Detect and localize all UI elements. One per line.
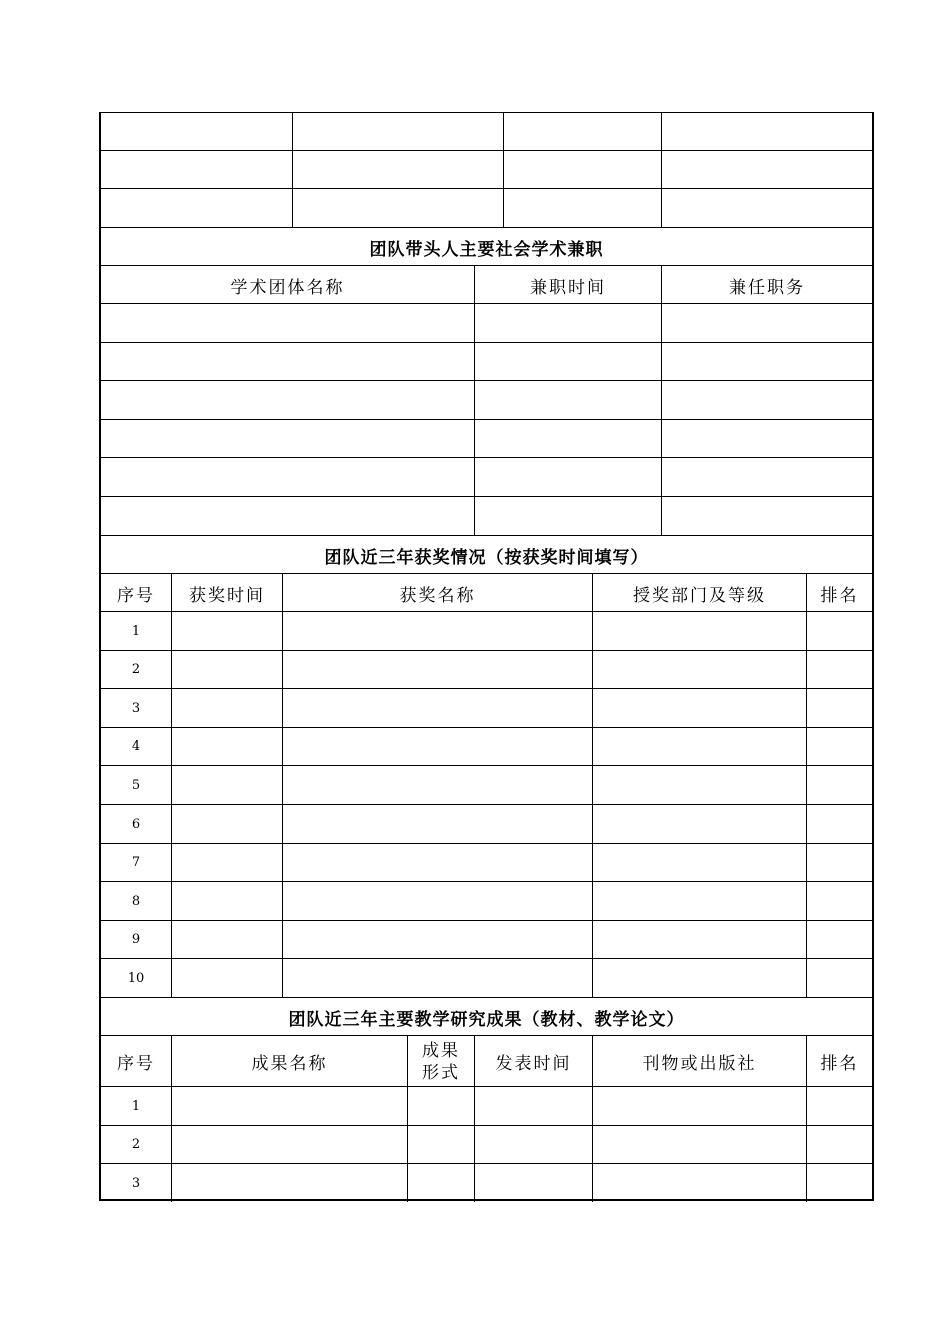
row-number: 1	[131, 623, 141, 639]
form-table	[99, 112, 874, 1201]
blank-cell[interactable]	[474, 343, 661, 381]
blank-cell[interactable]	[101, 381, 474, 419]
blank-cell[interactable]	[592, 959, 806, 997]
blank-cell[interactable]	[282, 766, 592, 804]
blank-cell[interactable]	[474, 1126, 592, 1164]
table-row	[101, 958, 872, 997]
blank-cell[interactable]	[101, 497, 474, 535]
section-title-row	[101, 997, 872, 1036]
blank-cell[interactable]	[503, 151, 661, 189]
blank-cell[interactable]	[592, 921, 806, 959]
blank-cell[interactable]	[806, 921, 872, 959]
blank-cell[interactable]	[592, 1126, 806, 1164]
table-row	[101, 496, 872, 535]
header-award-time: 获奖时间	[171, 574, 282, 612]
table-row	[101, 342, 872, 381]
research-section-title: 团队近三年主要教学研究成果（教材、教学论文）	[288, 1009, 685, 1030]
blank-cell[interactable]	[806, 959, 872, 997]
table-row	[101, 188, 872, 227]
header-result-name: 成果名称	[171, 1036, 407, 1087]
header-publisher: 刊物或出版社	[592, 1036, 806, 1087]
blank-cell[interactable]	[474, 304, 661, 342]
blank-cell[interactable]	[806, 844, 872, 882]
blank-cell[interactable]	[171, 805, 282, 843]
table-row	[101, 1163, 872, 1202]
row-number: 3	[131, 1175, 141, 1191]
table-row	[101, 881, 872, 920]
blank-cell[interactable]	[282, 612, 592, 650]
row-number: 7	[131, 855, 141, 871]
row-number: 5	[131, 777, 141, 793]
blank-cell[interactable]	[503, 113, 661, 151]
blank-cell[interactable]	[806, 1164, 872, 1202]
blank-cell[interactable]	[171, 689, 282, 727]
table-row	[101, 611, 872, 650]
header-row	[101, 1035, 872, 1087]
blank-cell[interactable]	[101, 304, 474, 342]
blank-cell[interactable]	[661, 304, 872, 342]
blank-cell[interactable]	[503, 189, 661, 227]
blank-cell[interactable]	[282, 882, 592, 920]
blank-cell[interactable]	[592, 805, 806, 843]
row-number: 2	[131, 662, 141, 678]
row-number: 1	[131, 1098, 141, 1114]
blank-cell[interactable]	[474, 458, 661, 496]
blank-cell[interactable]	[474, 1164, 592, 1202]
blank-cell[interactable]	[101, 343, 474, 381]
header-row	[101, 265, 872, 304]
table-row	[101, 650, 872, 689]
header-award-dept: 授奖部门及等级	[592, 574, 806, 612]
table-row	[101, 1086, 872, 1125]
row-number: 8	[131, 893, 141, 909]
blank-cell[interactable]	[592, 612, 806, 650]
blank-cell[interactable]	[806, 1126, 872, 1164]
row-number: 10	[127, 970, 145, 986]
header-row	[101, 573, 872, 612]
blank-cell[interactable]	[474, 420, 661, 458]
table-row	[101, 727, 872, 766]
blank-cell[interactable]	[171, 844, 282, 882]
header-time: 兼职时间	[474, 266, 661, 304]
blank-cell[interactable]	[282, 959, 592, 997]
header-publish-time: 发表时间	[474, 1036, 592, 1087]
section-title-row	[101, 227, 872, 266]
blank-cell[interactable]	[282, 651, 592, 689]
table-row	[101, 804, 872, 843]
blank-cell[interactable]	[292, 151, 503, 189]
blank-cell[interactable]	[592, 728, 806, 766]
header-seq: 序号	[117, 1054, 155, 1074]
table-row	[101, 303, 872, 342]
blank-cell[interactable]	[407, 1164, 474, 1202]
blank-cell[interactable]	[592, 882, 806, 920]
table-row	[101, 419, 872, 458]
header-rank: 排名	[806, 574, 872, 612]
blank-cell[interactable]	[661, 189, 872, 227]
blank-cell[interactable]	[806, 612, 872, 650]
blank-cell[interactable]	[282, 844, 592, 882]
blank-cell[interactable]	[171, 766, 282, 804]
blank-cell[interactable]	[592, 766, 806, 804]
blank-cell[interactable]	[592, 1087, 806, 1125]
blank-cell[interactable]	[592, 844, 806, 882]
table-row	[101, 688, 872, 727]
blank-cell[interactable]	[282, 805, 592, 843]
blank-cell[interactable]	[474, 497, 661, 535]
awards-section-title: 团队近三年获奖情况（按获奖时间填写）	[324, 547, 649, 568]
table-row	[101, 380, 872, 419]
blank-cell[interactable]	[101, 113, 292, 151]
table-row	[101, 843, 872, 882]
blank-cell[interactable]	[171, 1126, 407, 1164]
section-title-row	[101, 535, 872, 574]
blank-cell[interactable]	[171, 1087, 407, 1125]
blank-cell[interactable]	[171, 1164, 407, 1202]
blank-cell[interactable]	[806, 728, 872, 766]
blank-cell[interactable]	[292, 189, 503, 227]
table-row	[101, 457, 872, 496]
blank-cell[interactable]	[661, 343, 872, 381]
row-number: 2	[131, 1137, 141, 1152]
row-number: 9	[131, 932, 141, 948]
table-row	[101, 920, 872, 959]
blank-cell[interactable]	[292, 113, 503, 151]
blank-cell[interactable]	[407, 1126, 474, 1164]
blank-cell[interactable]	[592, 651, 806, 689]
blank-cell[interactable]	[407, 1087, 474, 1125]
header-result-form-line2: 形式	[422, 1062, 460, 1083]
blank-cell[interactable]	[474, 381, 661, 419]
header-seq: 序号	[117, 585, 155, 606]
blank-cell[interactable]	[661, 420, 872, 458]
table-row	[101, 150, 872, 189]
header-position: 兼任职务	[661, 266, 872, 304]
blank-cell[interactable]	[592, 1164, 806, 1202]
header-org-name: 学术团体名称	[230, 277, 345, 298]
blank-cell[interactable]	[171, 882, 282, 920]
social-section-title: 团队带头人主要社会学术兼职	[369, 239, 604, 260]
blank-cell[interactable]	[806, 882, 872, 920]
blank-cell[interactable]	[806, 689, 872, 727]
blank-cell[interactable]	[101, 458, 474, 496]
blank-cell[interactable]	[806, 1087, 872, 1125]
blank-cell[interactable]	[171, 728, 282, 766]
blank-cell[interactable]	[101, 151, 292, 189]
blank-cell[interactable]	[171, 921, 282, 959]
row-number: 3	[131, 700, 141, 716]
blank-cell[interactable]	[661, 381, 872, 419]
table-row	[101, 112, 872, 151]
header-award-name: 获奖名称	[282, 574, 592, 612]
row-number: 4	[131, 739, 141, 755]
blank-cell[interactable]	[661, 497, 872, 535]
blank-cell[interactable]	[282, 689, 592, 727]
header-rank: 排名	[806, 1036, 872, 1087]
row-number: 6	[131, 816, 141, 832]
blank-cell[interactable]	[806, 766, 872, 804]
blank-cell[interactable]	[661, 458, 872, 496]
blank-cell[interactable]	[282, 921, 592, 959]
blank-cell[interactable]	[282, 728, 592, 766]
header-result-form	[407, 1036, 474, 1087]
blank-cell[interactable]	[806, 805, 872, 843]
table-row	[101, 1125, 872, 1164]
blank-cell[interactable]	[592, 689, 806, 727]
blank-cell[interactable]	[806, 651, 872, 689]
blank-cell[interactable]	[661, 151, 872, 189]
blank-cell[interactable]	[171, 651, 282, 689]
header-result-form-line1: 成果	[422, 1040, 460, 1061]
blank-cell[interactable]	[474, 1087, 592, 1125]
blank-cell[interactable]	[101, 420, 474, 458]
blank-cell[interactable]	[101, 189, 292, 227]
blank-cell[interactable]	[661, 113, 872, 151]
blank-cell[interactable]	[171, 612, 282, 650]
table-row	[101, 765, 872, 804]
blank-cell[interactable]	[171, 959, 282, 997]
